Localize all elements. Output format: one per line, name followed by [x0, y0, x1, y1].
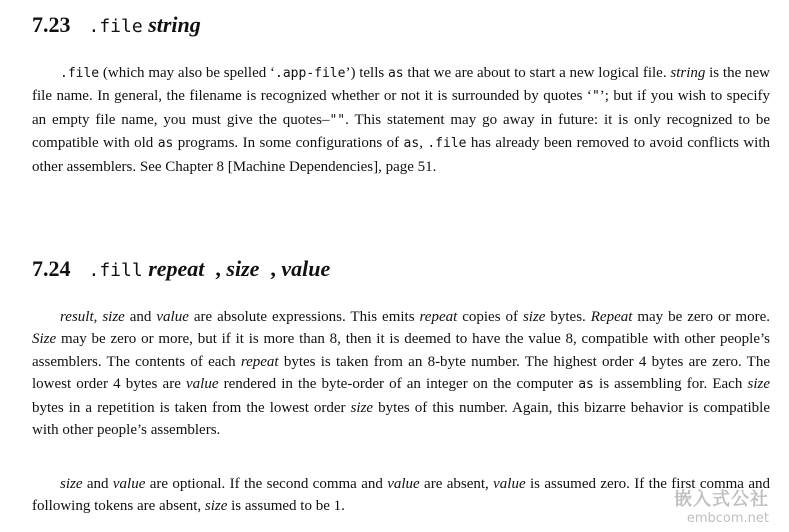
text-run: has already been removed to avoid conflicts with other assemblers. See Chapter 8 [Machine Dependencies], page 51.	[32, 135, 771, 175]
text-run: rendered in the byte-order of an integer on the computer	[218, 376, 579, 393]
emphasis: result	[60, 309, 94, 325]
emphasis: size	[204, 498, 228, 515]
site-watermark	[674, 485, 769, 526]
emphasis: value	[387, 476, 420, 492]
emphasis: value	[156, 309, 189, 325]
directive-argument: string	[148, 12, 201, 37]
code-literal: .file	[60, 66, 100, 81]
section-number: 7.24	[32, 256, 71, 281]
directive-name: .file	[88, 16, 143, 37]
code-literal: ""	[329, 112, 346, 128]
text-run: are optional. If the second comma and	[145, 476, 388, 492]
text-run: is assembling for. Each	[593, 376, 748, 393]
emphasis: repeat	[240, 353, 279, 370]
code-literal: as	[403, 136, 420, 152]
emphasis: size	[522, 309, 546, 325]
code-literal: .app-file	[275, 66, 346, 81]
text-run: ’) tells	[345, 65, 388, 81]
emphasis: Repeat	[590, 309, 633, 325]
section-heading-file	[32, 12, 201, 38]
argument-size: size	[226, 256, 260, 281]
text-run: are absolute expressions. This emits	[188, 309, 420, 325]
text-run: bytes is taken from an 8-byte number. The highest order 4 bytes are zero. The lowest order 4 bytes are	[32, 353, 770, 393]
fill-directive-paragraph	[32, 306, 770, 441]
emphasis: value	[493, 476, 526, 492]
text-run: and	[82, 476, 113, 492]
text-run: programs. In some configurations of	[173, 135, 404, 152]
emphasis: size	[350, 399, 374, 416]
text-run: copies of	[457, 309, 523, 325]
code-literal: .file	[427, 136, 467, 152]
section-heading-fill	[32, 256, 330, 282]
fill-optional-paragraph	[32, 473, 770, 518]
text-run: and	[124, 309, 157, 325]
watermark-text: 嵌入式公社	[674, 489, 769, 510]
text-run: is assumed zero. If the first comma and following tokens are absent,	[32, 476, 770, 515]
code-literal: "	[591, 89, 600, 105]
emphasis: string	[670, 65, 706, 81]
text-run: ’; but if you wish to specify an empty file name, you must give the quotes–	[32, 88, 770, 128]
section-number: 7.23	[32, 12, 71, 37]
text-run: bytes in a repetition is taken from the lowest order	[32, 399, 351, 416]
argument-value: value	[281, 256, 331, 281]
emphasis: value	[186, 376, 219, 393]
code-literal: as	[578, 377, 594, 393]
text-run: ,	[93, 309, 103, 325]
text-run: may be zero or more, but if it is more than 8, then it is deemed to have the value 8, compatible with other people’s assemblers. The contents of each	[32, 331, 770, 370]
text-run: (which may also be spelled ‘	[99, 65, 276, 81]
text-run: bytes.	[545, 309, 591, 325]
argument-repeat: repeat	[148, 256, 205, 281]
emphasis: value	[112, 476, 146, 492]
emphasis: Size	[32, 331, 57, 348]
watermark-url: embcom.net	[686, 511, 769, 526]
argument-separator: ,	[215, 256, 221, 281]
code-literal: as	[387, 66, 404, 81]
code-literal: as	[157, 136, 174, 152]
directive-name: .fill	[88, 260, 143, 281]
argument-separator: ,	[270, 256, 276, 281]
text-run: ,	[419, 135, 428, 152]
text-run: may be zero or more.	[632, 309, 771, 325]
file-directive-paragraph	[32, 62, 770, 178]
text-run: bytes of this number. Again, this bizarre behavior is compatible with other people’s assemblers.	[32, 399, 770, 439]
emphasis: size	[102, 309, 125, 325]
text-run: is the new file name. In general, the filename is recognized whether or not it is surrounded by quotes ‘	[32, 65, 770, 105]
text-run: . This statement may go away in future: it is only recognized to be compatible with old	[32, 111, 770, 152]
text-run: are absent,	[419, 476, 494, 492]
text-run: that we are about to start a new logical file.	[403, 65, 671, 81]
text-run: is assumed to be 1.	[227, 498, 345, 515]
emphasis: size	[60, 476, 83, 492]
emphasis: repeat	[419, 309, 458, 325]
emphasis: size	[747, 376, 770, 393]
